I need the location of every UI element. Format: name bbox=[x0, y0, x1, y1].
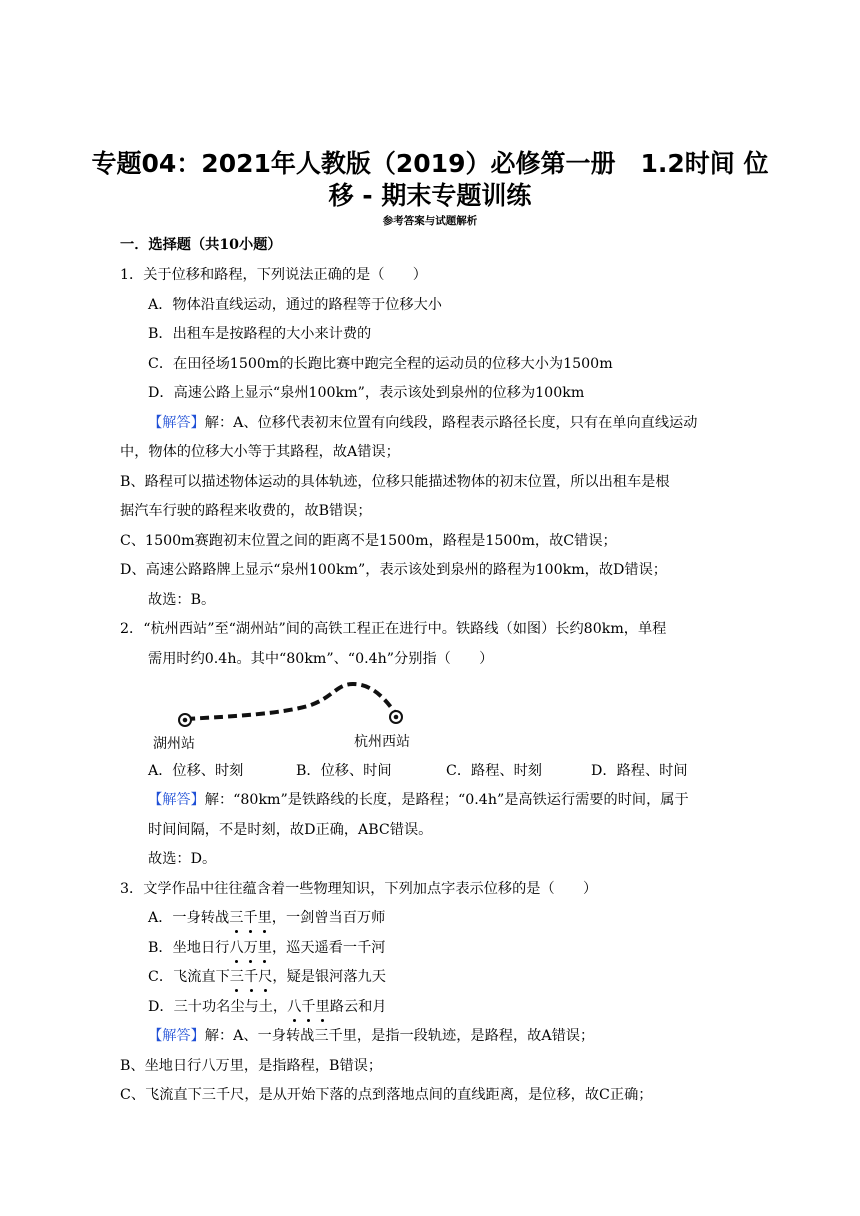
q2-answer-choice: 故选：D。 bbox=[148, 851, 217, 867]
q2-answer-text: 解：“80km”是铁路线的长度，是路程；“0.4h”是高铁运行需要的时间，属于 bbox=[204, 792, 689, 808]
page-subtitle: 参考答案与试题解析 bbox=[382, 215, 478, 227]
q1-answer-tag: 【解答】 bbox=[148, 415, 205, 431]
emphasized-char: 三 bbox=[229, 910, 244, 926]
q1-stem: 1．关于位移和路程，下列说法正确的是（ ） bbox=[120, 267, 427, 283]
emphasized-char: 千 bbox=[244, 969, 259, 985]
q3-option-c-suffix: ，疑是银河落九天 bbox=[272, 969, 386, 985]
q1-answer-line-2: 中，物体的位移大小等于其路程，故A错误； bbox=[120, 444, 400, 460]
emphasized-char: 千 bbox=[301, 999, 316, 1015]
railway-route-line bbox=[186, 684, 396, 719]
q3-option-a-suffix: ，一剑曾当百万师 bbox=[271, 910, 386, 926]
q2-option-d: D．路程、时间 bbox=[591, 763, 688, 779]
q1-answer-line-1 bbox=[148, 413, 697, 433]
emphasized-char: 里 bbox=[257, 940, 272, 956]
q3-option-d bbox=[148, 997, 386, 1017]
emphasized-char: 千 bbox=[243, 910, 258, 926]
emphasized-char: 里 bbox=[257, 910, 272, 926]
q1-answer-choice: 故选：B。 bbox=[148, 592, 216, 608]
q3-option-d-prefix: D．三十功名尘与土， bbox=[148, 999, 288, 1015]
q3-option-b-prefix: B．坐地日行 bbox=[148, 940, 230, 956]
q3-option-a bbox=[148, 908, 385, 928]
huzhou-station-marker bbox=[179, 714, 191, 726]
emphasized-char: 八 bbox=[287, 999, 302, 1015]
q1-answer-line-4: 据汽车行驶的路程来收费的，故B错误； bbox=[120, 503, 372, 519]
q3-option-b-suffix: ，巡天遥看一千河 bbox=[271, 940, 386, 956]
label-huzhou-station: 湖州站 bbox=[153, 736, 195, 752]
q3-answer-line-1 bbox=[148, 1026, 594, 1046]
q2-answer-tag: 【解答】 bbox=[148, 792, 205, 808]
emphasized-char: 三 bbox=[229, 969, 244, 985]
railway-route-map bbox=[148, 676, 428, 754]
q1-option-b: B．出租车是按路程的大小来计费的 bbox=[148, 326, 372, 342]
q2-option-c: C．路程、时刻 bbox=[446, 763, 542, 779]
q3-answer-line-2: B、坐地日行八万里，是指路程，B错误； bbox=[120, 1058, 383, 1074]
q2-answer-line-2: 时间间隔，不是时刻，故D正确，ABC错误。 bbox=[148, 822, 433, 838]
q1-answer-line-5: C、1500m赛跑初末位置之间的距离不是1500m，路程是1500m，故C错误； bbox=[120, 533, 617, 549]
q3-stem: 3．文学作品中往往蕴含着一些物理知识，下列加点字表示位移的是（ ） bbox=[120, 881, 598, 897]
page-title-line-2: 移 - 期末专题训练 bbox=[328, 181, 532, 210]
q2-stem-line-1: 2．“杭州西站”至“湖州站”间的高铁工程正在进行中。铁路线（如图）长约80km，单程 bbox=[120, 621, 667, 637]
q1-answer-line-6: D、高速公路路牌上显示“泉州100km”，表示该处到泉州的路程为100km，故D错误； bbox=[120, 562, 667, 578]
label-hangzhou-west-station: 杭州西站 bbox=[354, 734, 410, 750]
q3-answer-text: 解：A、一身转战三千里，是指一段轨迹，是路程，故A错误； bbox=[204, 1028, 595, 1044]
q2-stem-line-2: 需用时约0.4h。其中“80km”、“0.4h”分别指（ ） bbox=[148, 651, 494, 667]
emphasized-char: 万 bbox=[243, 940, 258, 956]
hangzhou-west-station-marker bbox=[390, 711, 402, 723]
q2-option-a: A．位移、时刻 bbox=[148, 763, 244, 779]
emphasized-char: 八 bbox=[229, 940, 244, 956]
page-title-line-1: 专题04：2021年人教版（2019）必修第一册 1.2时间 位 bbox=[91, 149, 769, 178]
q1-option-c: C．在田径场1500m的长跑比赛中跑完全程的运动员的位移大小为1500m bbox=[148, 356, 613, 372]
q3-answer-line-3: C、飞流直下三千尺，是从开始下落的点到落地点间的直线距离，是位移，故C正确； bbox=[120, 1087, 653, 1103]
q3-option-a-prefix: A．一身转战 bbox=[148, 910, 230, 926]
q3-option-b bbox=[148, 938, 386, 958]
q2-answer-line-1 bbox=[148, 790, 689, 810]
q2-option-b: B．位移、时间 bbox=[296, 763, 392, 779]
emphasized-char: 里 bbox=[315, 999, 330, 1015]
q3-option-c bbox=[148, 967, 386, 987]
q1-option-a: A．物体沿直线运动，通过的路程等于位移大小 bbox=[148, 297, 442, 313]
q1-answer-text: 解：A、位移代表初末位置有向线段，路程表示路径长度，只有在单向直线运动 bbox=[204, 415, 698, 431]
section-heading: 一．选择题（共10小题） bbox=[120, 237, 282, 253]
emphasized-char: 尺 bbox=[258, 969, 273, 985]
q3-option-d-suffix: 路云和月 bbox=[329, 999, 387, 1015]
q1-option-d: D．高速公路上显示“泉州100km”，表示该处到泉州的位移为100km bbox=[148, 385, 585, 401]
q3-option-c-prefix: C．飞流直下 bbox=[148, 969, 230, 985]
q1-answer-line-3: B、路程可以描述物体运动的具体轨迹，位移只能描述物体的初末位置，所以出租车是根 bbox=[120, 474, 670, 490]
q3-answer-tag: 【解答】 bbox=[148, 1028, 205, 1044]
